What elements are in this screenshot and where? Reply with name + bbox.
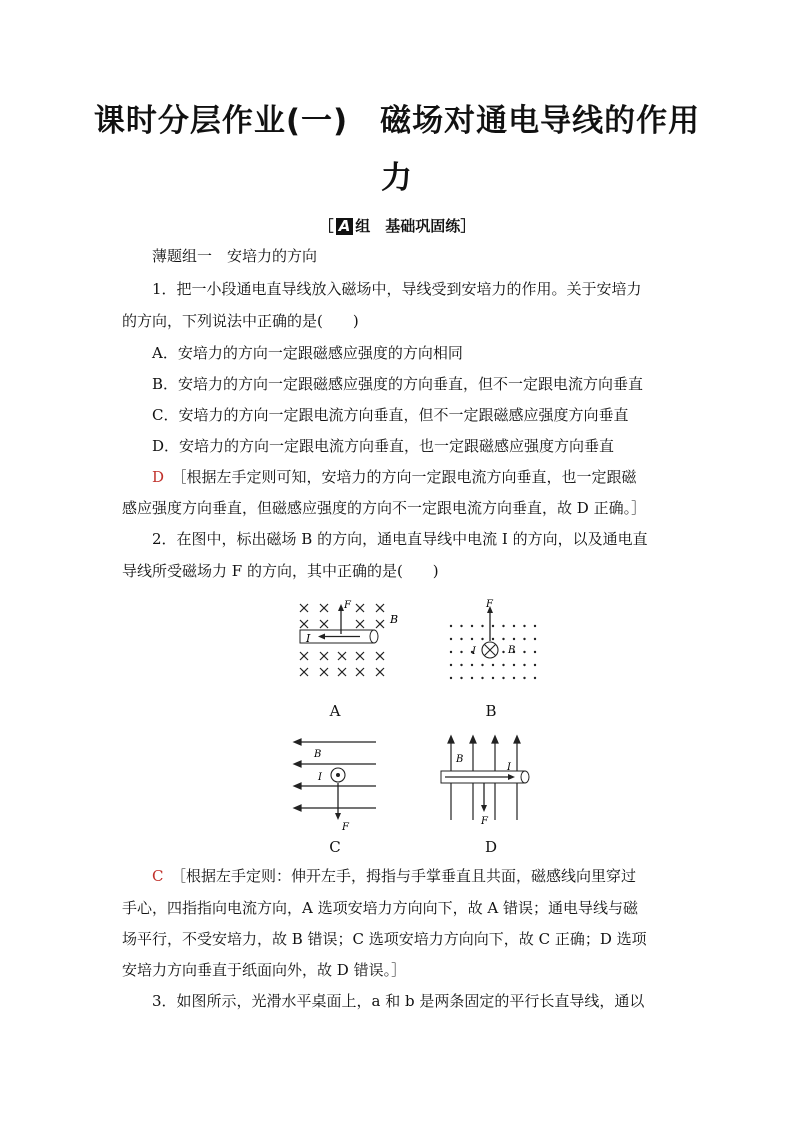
caption-b: B	[485, 702, 497, 720]
label-f: F	[486, 599, 493, 610]
q2-answer: C	[152, 867, 164, 885]
q2-explanation-line1	[152, 866, 677, 886]
q1-answer: D	[152, 468, 165, 486]
group-label: 组 基础巩固练	[355, 217, 461, 235]
label-f: F	[344, 600, 351, 611]
figure-a	[290, 596, 405, 688]
q1-stem-line2: 的方向，下列说法中正确的是( )	[122, 312, 359, 330]
group-heading	[0, 215, 794, 236]
q2-explanation-line4: 安培力方向垂直于纸面向外，故 D 错误。］	[122, 961, 407, 979]
label-f: F	[481, 816, 488, 827]
q2-explanation-line2: 手心，四指指向电流方向，A 选项安培力方向向下，故 A 错误；通电导线与磁	[122, 899, 638, 917]
q2-stem-line2: 导线所受磁场力 F 的方向，其中正确的是( )	[122, 562, 439, 580]
label-i: I	[507, 762, 511, 773]
label-i: I	[306, 632, 311, 645]
label-i: I	[318, 772, 322, 783]
figure-d	[437, 730, 542, 830]
label-f: F	[342, 822, 349, 833]
q1-explanation-line1	[152, 467, 677, 487]
q1-explanation-line2: 感应强度方向垂直，但磁感应强度的方向不一定跟电流方向垂直，故 D 正确。］	[122, 499, 647, 517]
q2-stem-line1: 2．在图中，标出磁场 B 的方向，通电直导线中电流 I 的方向，以及通电直	[152, 530, 648, 548]
q1-option-b: B．安培力的方向一定跟磁感应强度的方向垂直，但不一定跟电流方向垂直	[152, 375, 644, 393]
page-title-line2: 力	[381, 160, 413, 196]
q1-option-c: C．安培力的方向一定跟电流方向垂直，但不一定跟磁感应强度方向垂直	[152, 406, 629, 424]
q1-exp-text: ［根据左手定则可知，安培力的方向一定跟电流方向垂直，也一定跟磁	[179, 468, 637, 486]
label-b: B	[390, 613, 399, 626]
caption-d: D	[484, 838, 498, 856]
page-title-line1: 课时分层作业(一) 磁场对通电导线的作用	[93, 103, 701, 139]
bracket-open: ［	[318, 217, 334, 235]
label-b: B	[508, 645, 516, 656]
q1-option-d: D．安培力的方向一定跟电流方向垂直，也一定跟磁感应强度方向垂直	[152, 437, 615, 455]
q2-explanation-line3: 场平行，不受安培力，故 B 错误；C 选项安培力方向向下，故 C 正确；D 选项	[122, 930, 647, 948]
label-b: B	[314, 749, 322, 760]
figure-c	[288, 734, 383, 834]
q3-stem-line1: 3．如图所示，光滑水平桌面上，a 和 b 是两条固定的平行长直导线，通以	[152, 992, 645, 1010]
label-i: I	[472, 646, 476, 657]
group-letter-badge: A	[336, 218, 354, 235]
label-b: B	[456, 754, 464, 765]
q1-option-a: A．安培力的方向一定跟磁感应强度的方向相同	[152, 344, 463, 362]
caption-c: C	[329, 838, 341, 856]
bracket-close: ］	[460, 217, 476, 235]
q1-stem-line1: 1．把一小段通电直导线放入磁场中，导线受到安培力的作用。关于安培力	[152, 280, 642, 298]
figure-b	[445, 596, 540, 688]
section-heading: 薄题组一 安培力的方向	[152, 247, 318, 265]
caption-a: A	[329, 702, 341, 720]
q2-exp-text: ［根据左手定则：伸开左手，拇指与手掌垂直且共面，磁感线向里穿过	[178, 867, 637, 885]
